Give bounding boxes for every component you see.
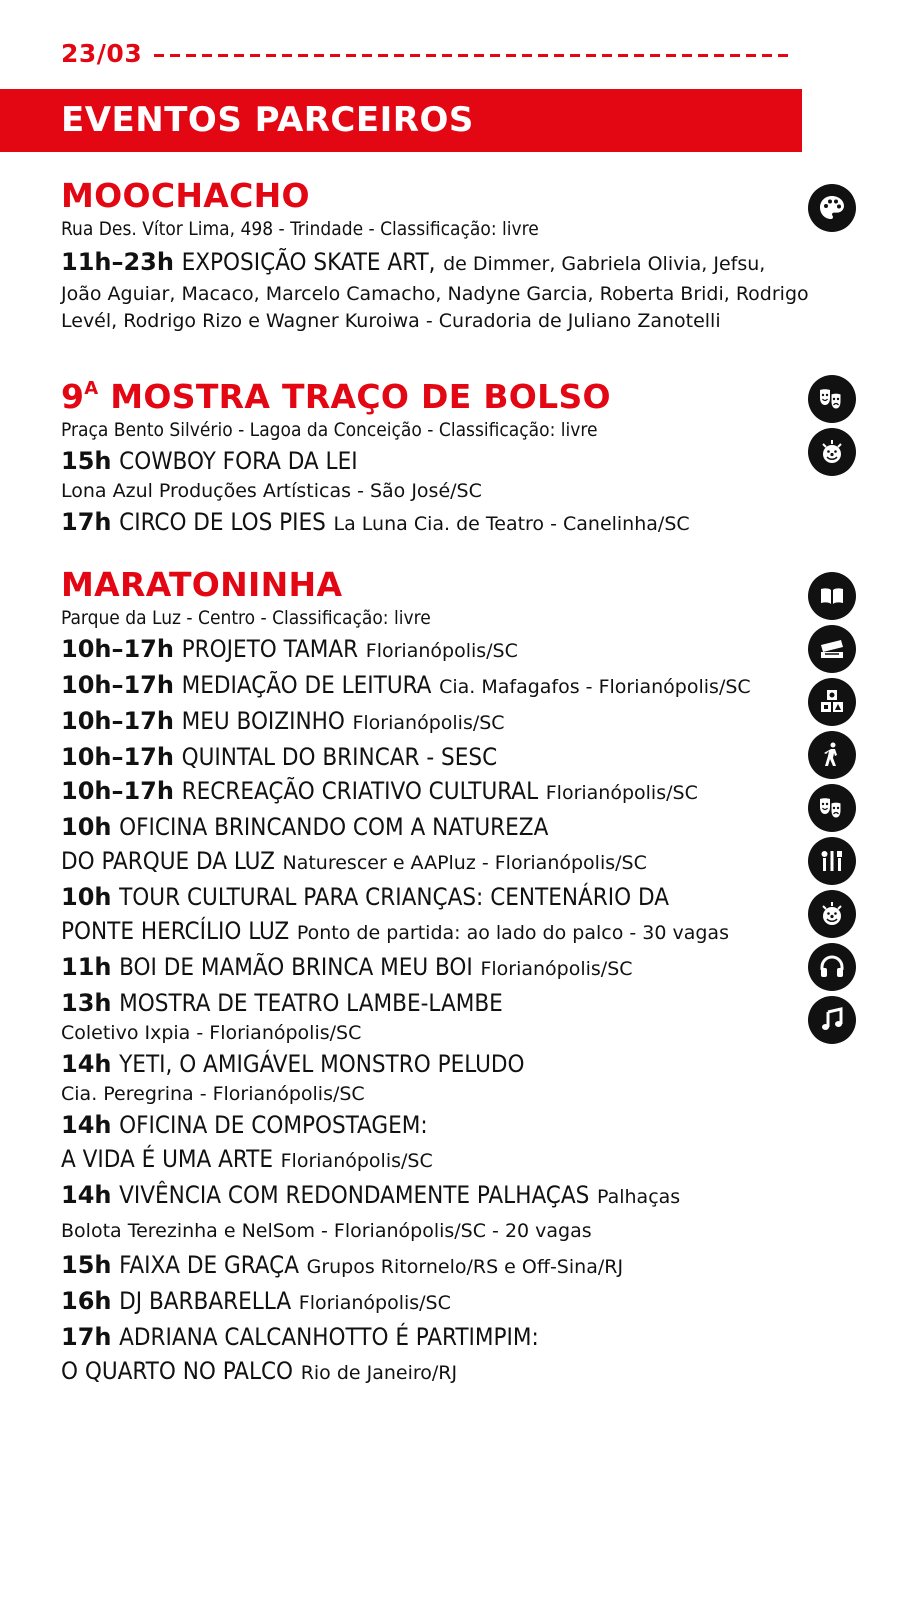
date-label: 23/03 xyxy=(61,38,143,68)
event-detail: Florianópolis/SC xyxy=(352,712,505,734)
event-time: 11h xyxy=(61,953,112,981)
event-line xyxy=(61,444,801,478)
event-detail: Ponto de partida: ao lado do palco - 30 vagas xyxy=(296,922,729,944)
event-time: 10h–17h xyxy=(61,635,174,663)
music-note-icon xyxy=(808,996,856,1044)
event-name: RECREAÇÃO CRIATIVO CULTURAL xyxy=(181,777,539,805)
event-detail: Naturescer e AAPluz - Florianópolis/SC xyxy=(282,852,647,874)
dashed-divider xyxy=(154,54,791,57)
event-detail: de Dimmer, Gabriela Olivia, Jefsu, xyxy=(443,253,766,275)
theater-masks-icon xyxy=(808,375,856,423)
walking-person-icon xyxy=(808,731,856,779)
event-line xyxy=(61,740,801,774)
event-line xyxy=(61,704,801,740)
date-header xyxy=(61,36,791,70)
event-name: CIRCO DE LOS PIES xyxy=(119,508,326,536)
event-name: FAIXA DE GRAÇA xyxy=(119,1251,299,1279)
event-line xyxy=(61,632,801,668)
event-detail-line: Coletivo Ixpia - Florianópolis/SC xyxy=(61,1022,362,1044)
event-line xyxy=(61,1178,801,1214)
event-time: 13h xyxy=(61,989,112,1017)
event-detail: Florianópolis/SC xyxy=(298,1292,451,1314)
event-line xyxy=(61,1108,801,1142)
event-name: VIVÊNCIA COM REDONDAMENTE PALHAÇAS xyxy=(119,1181,590,1209)
event-line xyxy=(61,1047,801,1081)
event-line xyxy=(61,844,801,880)
event-line xyxy=(61,668,801,704)
event-line xyxy=(61,1142,801,1178)
event-detail: Grupos Ritornelo/RS e Off-Sina/RJ xyxy=(306,1256,624,1278)
venue-address: Rua Des. Vítor Lima, 498 - Trindade - Classificação: livre xyxy=(61,218,539,240)
toy-blocks-icon xyxy=(808,678,856,726)
venue-address: Parque da Luz - Centro - Classificação: livre xyxy=(61,607,431,629)
event-name: PONTE HERCÍLIO LUZ xyxy=(61,917,290,945)
event-line xyxy=(61,880,801,914)
event-line xyxy=(61,810,801,844)
venue-section-moochacho xyxy=(61,176,809,335)
event-time: 11h–23h xyxy=(61,248,174,276)
event-line xyxy=(61,1248,801,1284)
event-name: OFICINA BRINCANDO COM A NATUREZA xyxy=(119,813,549,841)
event-name: A VIDA É UMA ARTE xyxy=(61,1145,273,1173)
icon-column-moochacho xyxy=(808,184,856,237)
venue-title: MARATONINHA xyxy=(61,565,343,604)
banner-title: EVENTOS PARCEIROS xyxy=(61,100,474,140)
event-detail: Florianópolis/SC xyxy=(365,640,518,662)
event-name: ADRIANA CALCANHOTTO É PARTIMPIM: xyxy=(119,1323,539,1351)
event-detail: La Luna Cia. de Teatro - Canelinha/SC xyxy=(333,513,690,535)
event-name: YETI, O AMIGÁVEL MONSTRO PELUDO xyxy=(119,1050,525,1078)
event-line xyxy=(61,1284,801,1320)
icon-column-maratoninha xyxy=(808,572,856,1049)
event-detail-line: Cia. Peregrina - Florianópolis/SC xyxy=(61,1083,365,1105)
event-name: MEU BOIZINHO xyxy=(181,707,345,735)
event-detail: Cia. Mafagafos - Florianópolis/SC xyxy=(439,676,751,698)
event-name: TOUR CULTURAL PARA CRIANÇAS: CENTENÁRIO DA xyxy=(119,883,669,911)
event-name: COWBOY FORA DA LEI xyxy=(119,447,358,475)
venue-section-maratoninha xyxy=(61,566,801,1390)
venue-address: Praça Bento Silvério - Lagoa da Conceição - Classificação: livre xyxy=(61,419,598,441)
event-line xyxy=(61,986,801,1020)
ticket-icon xyxy=(808,625,856,673)
event-detail-line: Bolota Terezinha e NelSom - Florianópolis/SC - 20 vagas xyxy=(61,1220,592,1242)
venue-section-traco-de-bolso xyxy=(61,370,801,541)
event-time: 10h xyxy=(61,883,112,911)
event-detail-line: Lona Azul Produções Artísticas - São José/SC xyxy=(61,480,482,502)
event-time: 15h xyxy=(61,447,112,475)
art-supplies-icon xyxy=(808,837,856,885)
event-name: DJ BARBARELLA xyxy=(119,1287,292,1315)
venue-title-ordinal: A xyxy=(84,378,99,399)
event-line xyxy=(61,1354,801,1390)
section-banner xyxy=(0,89,802,152)
event-detail: Palhaças xyxy=(596,1186,681,1208)
event-time: 17h xyxy=(61,508,112,536)
event-name: QUINTAL DO BRINCAR - SESC xyxy=(181,743,498,771)
event-time: 15h xyxy=(61,1251,112,1279)
event-name: MOSTRA DE TEATRO LAMBE-LAMBE xyxy=(119,989,503,1017)
event-detail: Rio de Janeiro/RJ xyxy=(300,1362,458,1384)
theater-masks-icon xyxy=(808,784,856,832)
event-name: MEDIAÇÃO DE LEITURA xyxy=(181,671,432,699)
event-line xyxy=(61,914,801,950)
palette-icon xyxy=(808,184,856,232)
event-line xyxy=(61,505,801,541)
event-name: BOI DE MAMÃO BRINCA MEU BOI xyxy=(119,953,473,981)
event-time: 16h xyxy=(61,1287,112,1315)
event-detail: Florianópolis/SC xyxy=(280,1150,433,1172)
event-line xyxy=(61,950,801,986)
event-line xyxy=(61,774,801,810)
event-time: 14h xyxy=(61,1050,112,1078)
headphones-icon xyxy=(808,943,856,991)
event-detail-line: Levél, Rodrigo Rizo e Wagner Kuroiwa - Curadoria de Juliano Zanotelli xyxy=(61,310,721,332)
venue-title: MOOCHACHO xyxy=(61,176,310,215)
clown-icon xyxy=(808,890,856,938)
icon-column-traco-de-bolso xyxy=(808,375,856,481)
event-line xyxy=(61,1320,801,1354)
event-detail-line: João Aguiar, Macaco, Marcelo Camacho, Nadyne Garcia, Roberta Bridi, Rodrigo xyxy=(61,283,809,305)
event-name: EXPOSIÇÃO SKATE ART, xyxy=(181,248,436,276)
venue-title-text: MOSTRA TRAÇO DE BOLSO xyxy=(110,377,611,416)
event-line xyxy=(61,245,801,281)
event-name: PROJETO TAMAR xyxy=(181,635,359,663)
event-detail: Florianópolis/SC xyxy=(480,958,633,980)
venue-title xyxy=(61,370,801,416)
book-icon xyxy=(808,572,856,620)
event-name: O QUARTO NO PALCO xyxy=(61,1357,294,1385)
venue-title-number: 9 xyxy=(61,377,85,416)
clown-icon xyxy=(808,428,856,476)
event-time: 17h xyxy=(61,1323,112,1351)
event-time: 10h–17h xyxy=(61,671,174,699)
event-name: OFICINA DE COMPOSTAGEM: xyxy=(119,1111,428,1139)
event-time: 10h–17h xyxy=(61,743,174,771)
event-time: 14h xyxy=(61,1111,112,1139)
event-time: 10h–17h xyxy=(61,707,174,735)
event-detail: Florianópolis/SC xyxy=(545,782,698,804)
event-time: 14h xyxy=(61,1181,112,1209)
event-name: DO PARQUE DA LUZ xyxy=(61,847,275,875)
event-time: 10h–17h xyxy=(61,777,174,805)
event-time: 10h xyxy=(61,813,112,841)
